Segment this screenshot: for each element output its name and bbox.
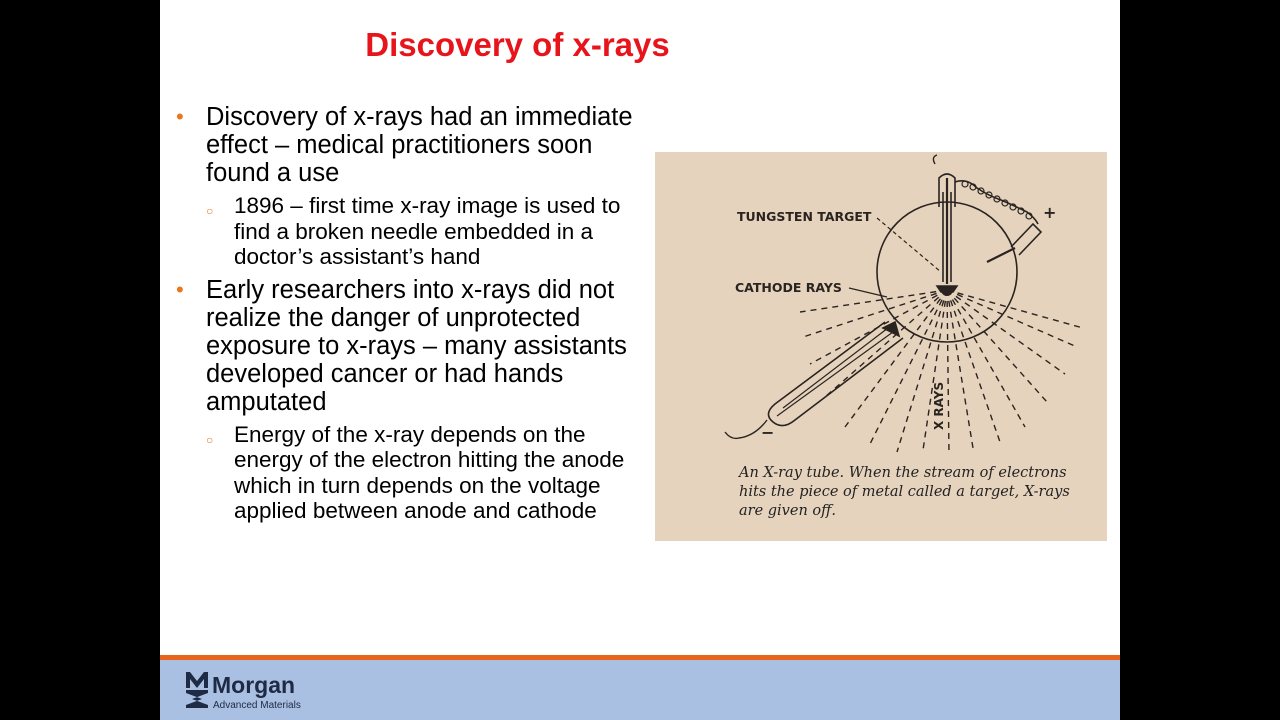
bullet-dot-icon: • xyxy=(176,276,184,302)
bullet-list xyxy=(176,103,651,530)
sub-bullet-text: Energy of the x-ray depends on the energy of the electron hitting the anode which in turn depends on the voltage applied between anode and cathode xyxy=(234,421,625,523)
sub-bullet-circle-icon: ○ xyxy=(206,204,214,218)
footer-bar xyxy=(160,660,1120,720)
bullet-text: Discovery of x-rays had an immediate effect – medical practitioners soon found a use xyxy=(206,103,633,187)
label-cathode-rays: CATHODE RAYS xyxy=(735,280,842,295)
sub-bullet-list xyxy=(206,422,651,524)
tungsten-target xyxy=(937,286,957,292)
figure-caption: An X-ray tube. When the stream of electrons hits the piece of metal called a target, X-rays are given off. xyxy=(739,465,1070,519)
sub-bullet-text: 1896 – first time x-ray image is used to find a broken needle embedded in a doctor’s assistant’s hand xyxy=(234,193,621,269)
bullet-item xyxy=(176,276,651,524)
slide-title: Discovery of x-rays xyxy=(365,26,670,63)
bullet-item xyxy=(176,103,651,270)
label-x-rays: X RAYS xyxy=(932,381,946,430)
xray-tube-figure xyxy=(655,152,1107,541)
logo-wordmark: Morgan xyxy=(212,672,296,698)
plus-sign: + xyxy=(1043,203,1057,222)
sub-bullet-item xyxy=(206,193,651,270)
bullet-dot-icon: • xyxy=(176,104,184,129)
morgan-logo-icon xyxy=(184,668,210,712)
label-tungsten-target: TUNGSTEN TARGET xyxy=(737,209,872,224)
logo-tagline: Advanced Materials xyxy=(213,700,301,711)
sub-bullet-list xyxy=(206,193,651,270)
bullet-text: Early researchers into x-rays did not realize the danger of unprotected exposure to x-rays – many assistants developed cancer or had hands amputated xyxy=(206,275,627,416)
sub-bullet-circle-icon: ○ xyxy=(206,432,214,447)
minus-sign: − xyxy=(761,423,775,442)
slide xyxy=(160,0,1120,720)
morgan-logo xyxy=(184,668,344,712)
sub-bullet-item xyxy=(206,422,651,524)
